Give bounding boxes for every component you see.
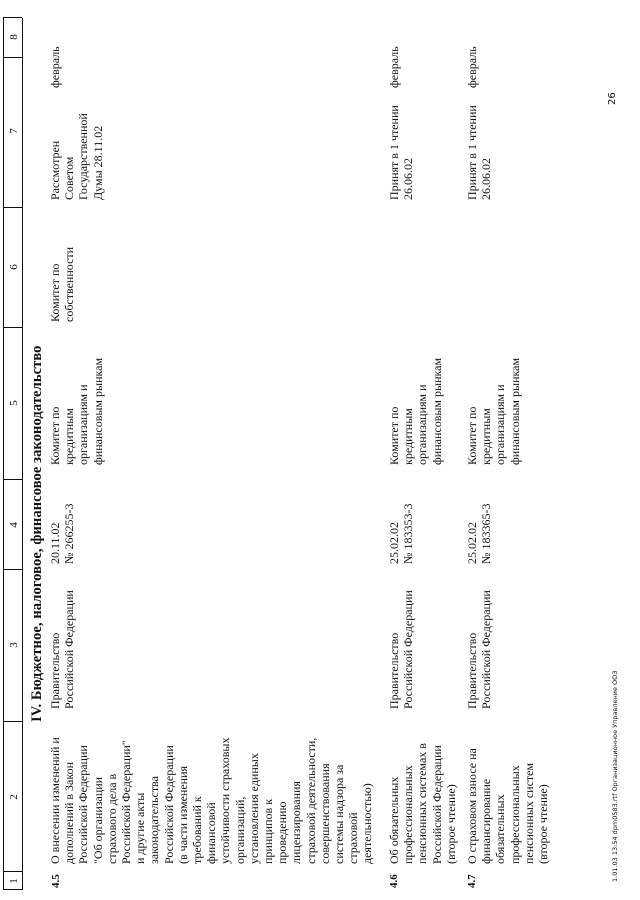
column-divider-2 xyxy=(3,721,22,722)
column-divider-1 xyxy=(3,871,22,872)
row-number: 4.7 xyxy=(466,874,478,888)
row-co-committee: Комитет по собственности xyxy=(48,246,77,322)
row-title: Об обязательных профессиональных пенсионных системах в Российской Федерации (второе чтение) xyxy=(387,743,458,864)
row-committee: Комитет по кредитным организациям и финансовым рынкам xyxy=(48,357,105,465)
section-title: IV. Бюджетное, налоговое, финансовое законодательство xyxy=(29,345,45,722)
row-date-number: 20.11.02 № 266255-3 xyxy=(48,503,77,564)
column-number-8: 8 xyxy=(8,34,20,40)
table-right-border xyxy=(3,17,22,18)
row-month: февраль xyxy=(465,46,479,88)
row-initiator: Правительство Российской Федерации xyxy=(387,590,416,709)
table-top-border xyxy=(3,18,4,890)
column-number-3: 3 xyxy=(8,642,20,648)
column-number-1: 1 xyxy=(8,878,20,884)
row-initiator: Правительство Российской Федерации xyxy=(48,590,77,709)
row-date-number: 25.02.02 № 183365-3 xyxy=(465,503,494,564)
row-initiator: Правительство Российской Федерации xyxy=(465,590,494,709)
row-month: февраль xyxy=(48,46,62,88)
column-divider-5 xyxy=(3,327,22,328)
column-number-4: 4 xyxy=(8,522,20,528)
column-number-5: 5 xyxy=(8,400,20,406)
row-committee: Комитет по кредитным организациям и финансовым рынкам xyxy=(387,357,444,465)
row-date-number: 25.02.02 № 183353-3 xyxy=(387,503,416,564)
row-status: Принят в 1 чтении 26.06.02 xyxy=(387,105,416,200)
column-divider-6 xyxy=(3,207,22,208)
row-status: Принят в 1 чтении 26.06.02 xyxy=(465,105,494,200)
column-number-7: 7 xyxy=(8,128,20,134)
column-divider-4 xyxy=(3,479,22,480)
page-number: 26 xyxy=(607,92,618,105)
row-number: 4.6 xyxy=(388,874,400,888)
column-number-6: 6 xyxy=(8,264,20,270)
header-bottom-border xyxy=(22,18,23,890)
document-footer: 1.01.03 13:54 dpm0583.rtf Организационное Управление ООЗ xyxy=(611,670,619,882)
row-committee: Комитет по кредитным организациям и финансовым рынкам xyxy=(465,357,522,465)
table-left-border xyxy=(3,889,22,890)
row-month: февраль xyxy=(387,46,401,88)
row-title: О страховом взносе на финансирование обязательных профессиональных пенсионных систем (второе чтение) xyxy=(465,748,551,864)
column-number-2: 2 xyxy=(8,794,20,800)
row-number: 4.5 xyxy=(50,874,62,888)
column-divider-7 xyxy=(3,57,22,58)
row-status: Рассмотрен Советом Государственной Думы 28.11.02 xyxy=(48,113,105,200)
column-divider-3 xyxy=(3,569,22,570)
row-title: О внесении изменений и дополнений в Закон Российской Федерации "Об организации страхового дела в Российской Федерации" и другие акты законодательства Российской Федерации (в части изменения требований к финансовой устойчивости страховых организаций, установления единых принципов к проведению лицензирования страховой деятельности, совершенствования системы надзора за страховой деятельностью) xyxy=(48,737,375,864)
